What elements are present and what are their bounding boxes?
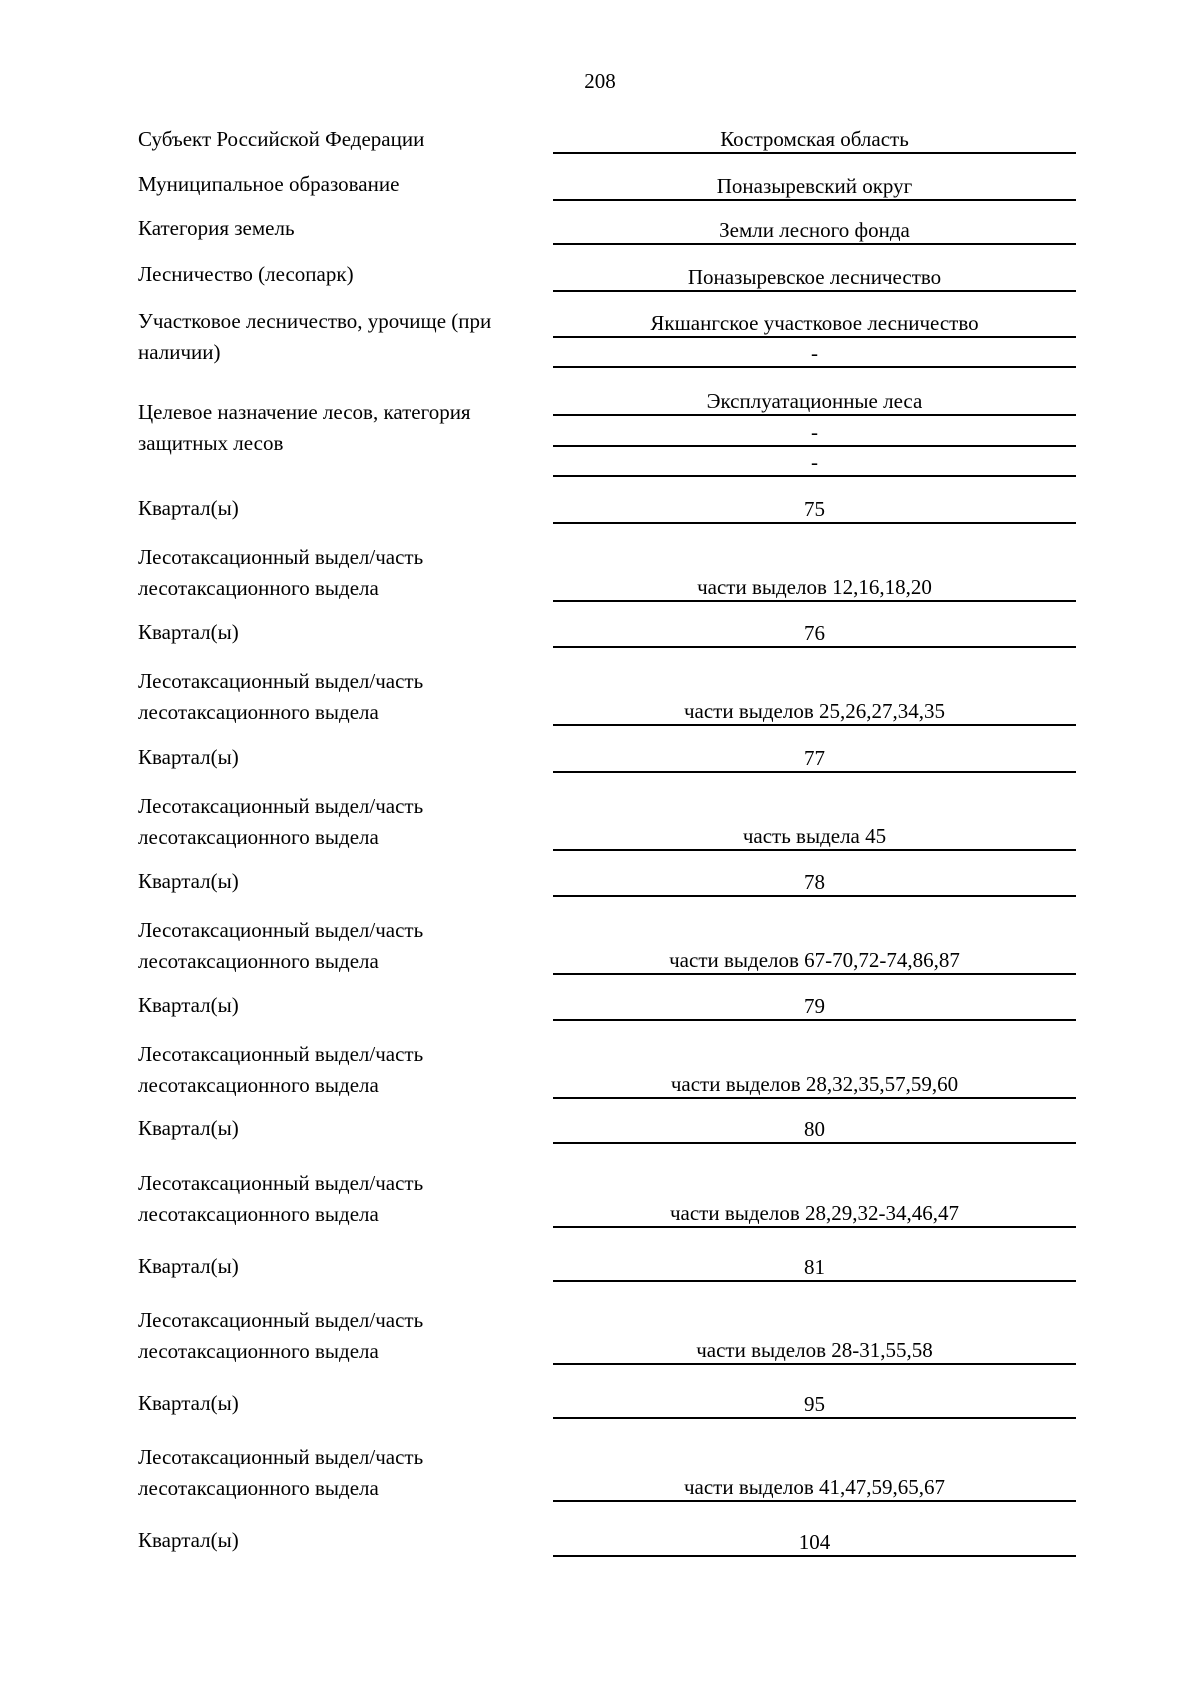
section-value: часть выдела 45 [553, 823, 1076, 851]
section-value: части выделов 28,32,35,57,59,60 [553, 1071, 1076, 1099]
district-value: Якшангское участковое лесничество [553, 310, 1076, 338]
quarter-value: 80 [553, 1116, 1076, 1144]
quarter-value: 77 [553, 745, 1076, 773]
section-label: Лесотаксационный выдел/часть лесотаксационного выдела [138, 1042, 424, 1097]
section-label: Лесотаксационный выдел/часть лесотаксационного выдела [138, 918, 424, 973]
quarter-value: 79 [553, 993, 1076, 1021]
quarter-value: 95 [553, 1391, 1076, 1419]
section-value: части выделов 28-31,55,58 [553, 1337, 1076, 1365]
subject-label: Субъект Российской Федерации [138, 127, 425, 151]
municipality-label: Муниципальное образование [138, 172, 400, 196]
quarter-label: Квартал(ы) [138, 869, 239, 893]
purpose-value: Эксплуатационные леса [553, 388, 1076, 416]
purpose-label: Целевое назначение лесов, категория защитных лесов [138, 400, 471, 455]
forestry-label: Лесничество (лесопарк) [138, 262, 354, 286]
section-value: части выделов 25,26,27,34,35 [553, 698, 1076, 726]
section-value: части выделов 67-70,72-74,86,87 [553, 947, 1076, 975]
quarter-label: Квартал(ы) [138, 993, 239, 1017]
forestry-value: Поназыревское лесничество [553, 264, 1076, 292]
page-number: 208 [584, 69, 616, 93]
land-category-value: Земли лесного фонда [553, 217, 1076, 245]
section-label: Лесотаксационный выдел/часть лесотаксационного выдела [138, 1308, 424, 1363]
quarter-value: 75 [553, 496, 1076, 524]
subject-value: Костромская область [553, 126, 1076, 154]
quarter-label: Квартал(ы) [138, 745, 239, 769]
section-label: Лесотаксационный выдел/часть лесотаксационного выдела [138, 794, 424, 849]
quarter-value: 78 [553, 869, 1076, 897]
quarter-label: Квартал(ы) [138, 496, 239, 520]
purpose-value-extra-1: - [553, 419, 1076, 447]
section-label: Лесотаксационный выдел/часть лесотаксационного выдела [138, 1445, 424, 1500]
section-value: части выделов 28,29,32-34,46,47 [553, 1200, 1076, 1228]
section-value: части выделов 12,16,18,20 [553, 574, 1076, 602]
quarter-value: 104 [553, 1529, 1076, 1557]
quarter-label: Квартал(ы) [138, 1528, 239, 1552]
district-value-extra: - [553, 340, 1076, 368]
district-label: Участковое лесничество, урочище (при наличии) [138, 309, 492, 364]
municipality-value: Поназыревский округ [553, 173, 1076, 201]
quarter-label: Квартал(ы) [138, 620, 239, 644]
quarter-label: Квартал(ы) [138, 1391, 239, 1415]
quarter-label: Квартал(ы) [138, 1116, 239, 1140]
land-category-label: Категория земель [138, 216, 295, 240]
section-label: Лесотаксационный выдел/часть лесотаксационного выдела [138, 1171, 424, 1226]
section-value: части выделов 41,47,59,65,67 [553, 1474, 1076, 1502]
quarter-value: 81 [553, 1254, 1076, 1282]
quarter-label: Квартал(ы) [138, 1254, 239, 1278]
purpose-value-extra-2: - [553, 449, 1076, 477]
section-label: Лесотаксационный выдел/часть лесотаксационного выдела [138, 545, 424, 600]
quarter-value: 76 [553, 620, 1076, 648]
section-label: Лесотаксационный выдел/часть лесотаксационного выдела [138, 669, 424, 724]
